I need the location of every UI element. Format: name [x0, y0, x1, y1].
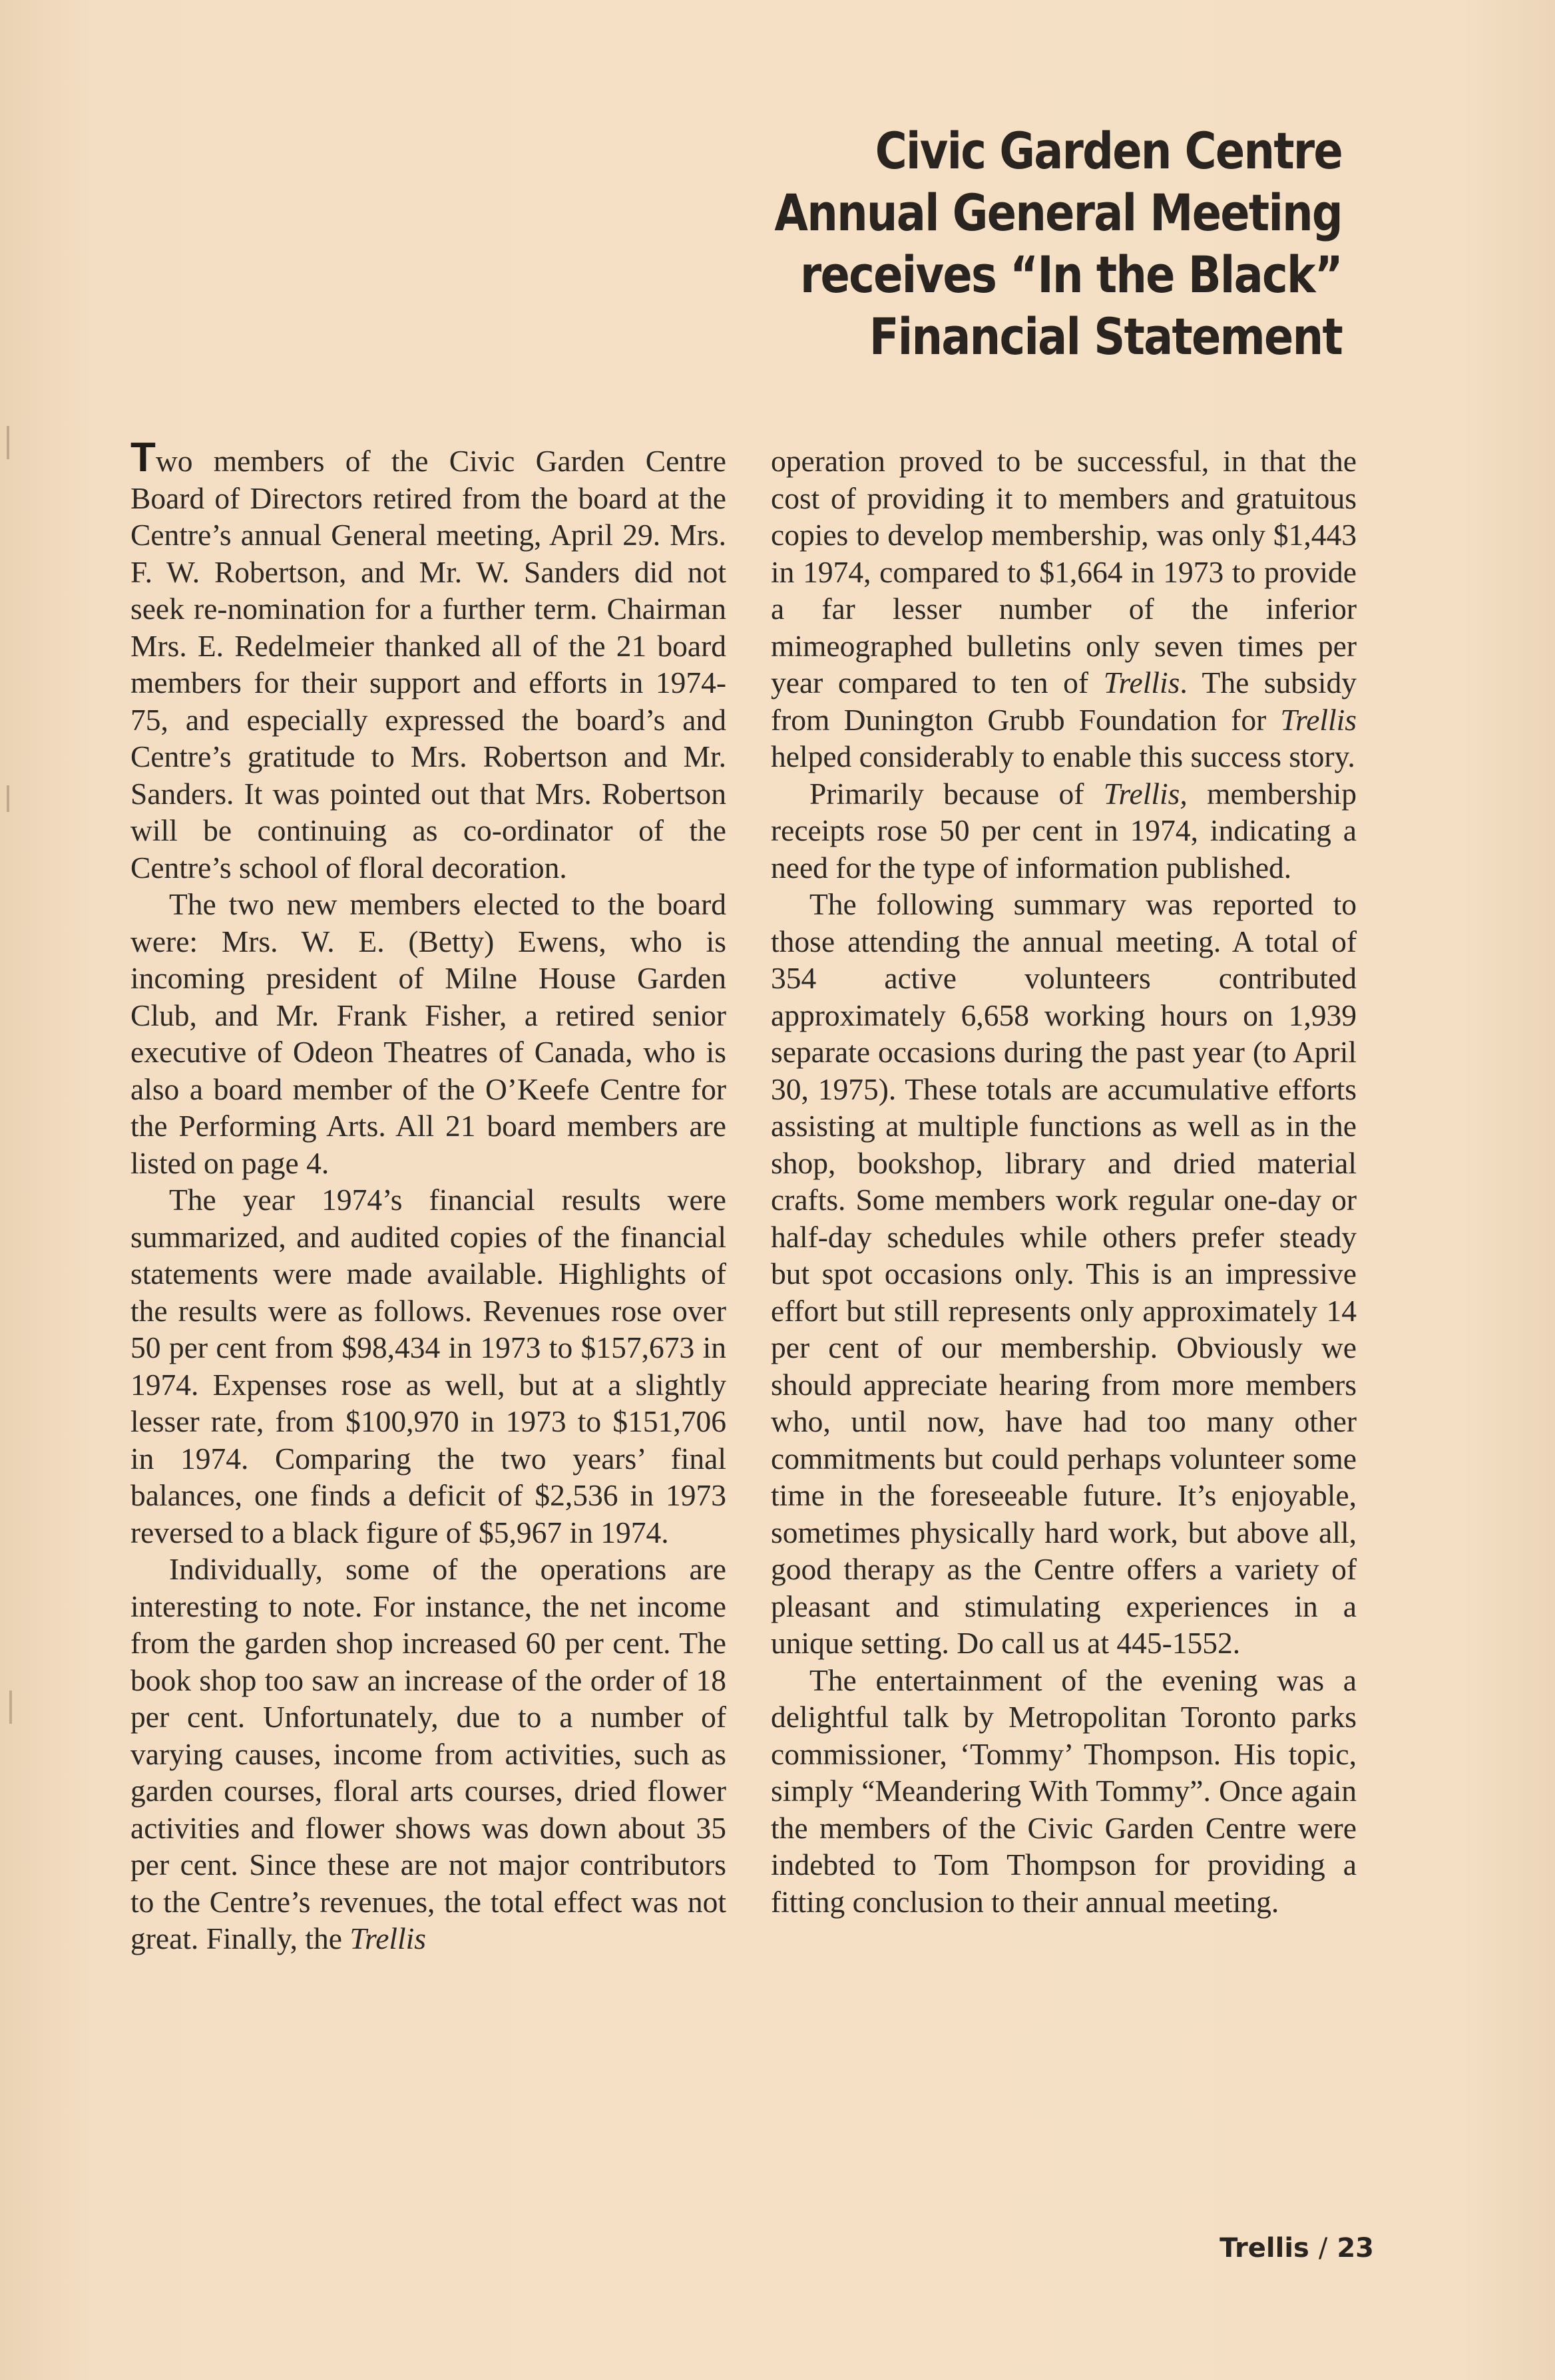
headline-line: Financial Statement	[869, 307, 1342, 366]
headline-line: Annual General Meeting	[774, 183, 1342, 242]
article-paragraph: The following summary was reported to those attending the annual meeting. A total of 354 active volunteers contributed approximately 6,658 working hours on 1,939 separate occasions during the past year (to April 30, 1975). These totals are accumulative efforts assisting at multiple functions as well as in the shop, bookshop, library and dried material crafts. Some members work regular one-day or half-day schedules while others prefer steady but spot occasions only. This is an impressive effort but still represents only approximately 14 per cent of our membership. Obviously we should appreciate hearing from more members who, until now, have had too many other commitments but could perhaps volunteer some time in the foreseeable future. It’s enjoyable, sometimes physically hard work, but above all, good therapy as the Centre offers a variety of pleasant and stimulating experiences in a unique setting. Do call us at 445-1552.	[771, 887, 1357, 1660]
trellis-title: Trellis	[349, 1921, 427, 1955]
article-paragraph: The two new members elected to the board were: Mrs. W. E. (Betty) Ewens, who is incoming president of Milne House Garden Club, and Mr. Frank Fisher, a retired senior executive of Odeon Theatres of Canada, who is also a board member of the O’Keefe Centre for the Performing Arts. All 21 board members are listed on page 4.	[130, 887, 726, 1180]
trellis-title: Trellis,	[1103, 776, 1188, 811]
paragraph-text: membership receipts rose 50 per cent in 1974, indicating a need for the type of information published.	[771, 776, 1357, 885]
page-edge-mark	[7, 785, 9, 812]
paragraph-text: Individually, some of the operations are interesting to note. For instance, the net income from the garden shop increased 60 per cent. The book shop too saw an increase of the order of 18 per cent. Unfortunately, due to a number of varying causes, income from activities, such as garden courses, floral arts courses, dried flower activities and flower shows was down about 35 per cent. Since these are not major contributors to the Centre’s revenues, the total effect was not great. Finally, the	[130, 1552, 726, 1955]
article-paragraph	[130, 435, 726, 886]
headline-line: Civic Garden Centre	[875, 121, 1342, 180]
page-edge-mark	[9, 1690, 12, 1724]
publication-name: Trellis	[1220, 2233, 1309, 2264]
drop-cap: T	[130, 435, 156, 481]
page-footer	[1220, 2233, 1374, 2264]
article-left-column	[130, 435, 726, 1957]
trellis-title: Trellis	[1103, 666, 1180, 699]
paragraph-text: helped considerably to enable this success story.	[771, 739, 1355, 773]
article-paragraph	[771, 443, 1357, 775]
page-edge-mark	[7, 426, 9, 459]
article-right-column	[771, 443, 1357, 1920]
article-paragraph	[130, 1551, 726, 1957]
article-paragraph: The year 1974’s financial results were summarized, and audited copies of the financial statements were made available. Highlights of the results were as follows. Revenues rose over 50 per cent from $98,434 in 1973 to $157,673 in 1974. Expenses rose as well, but at a slightly lesser rate, from $100,970 in 1973 to $151,706 in 1974. Comparing the two years’ final balances, one finds a deficit of $2,536 in 1973 reversed to a black figure of $5,967 in 1974.	[130, 1183, 726, 1549]
paragraph-text: Primarily because of	[809, 776, 1084, 811]
article-headline	[712, 120, 1342, 367]
footer-separator: /	[1318, 2233, 1328, 2264]
headline-line: receives “In the Black”	[800, 245, 1342, 304]
paragraph-text: . The subsidy from Dunington Grubb Foundation for	[771, 666, 1357, 737]
article-paragraph: The entertainment of the evening was a delightful talk by Metropolitan Toronto parks commissioner, ‘Tommy’ Thompson. His topic, simply “Meandering With Tommy”. Once again the members of the Civic Garden Centre were indebted to Tom Thompson for providing a fitting conclusion to their annual meeting.	[771, 1663, 1357, 1919]
article-paragraph	[771, 775, 1357, 887]
trellis-title: Trellis	[1280, 702, 1357, 737]
page-number: 23	[1337, 2233, 1374, 2264]
paragraph-text: wo members of the Civic Garden Centre Board of Directors retired from the board at the Centre’s annual General meeting, April 29. Mrs. F. W. Robertson, and Mr. W. Sanders did not seek re-nomination for a further term. Chairman Mrs. E. Redelmeier thanked all of the 21 board members for their support and efforts in 1974-75, and especially expressed the board’s and Centre’s gratitude to Mrs. Robertson and Mr. Sanders. It was pointed out that Mrs. Robertson will be continuing as co-ordinator of the Centre’s school of floral decoration.	[130, 444, 726, 885]
paragraph-text: operation proved to be successful, in that the cost of providing it to members and gratuitous copies to develop membership, was only $1,443 in 1974, compared to $1,664 in 1973 to provide a far lesser number of the inferior mimeographed bulletins only seven times per year compared to ten of	[771, 444, 1357, 699]
